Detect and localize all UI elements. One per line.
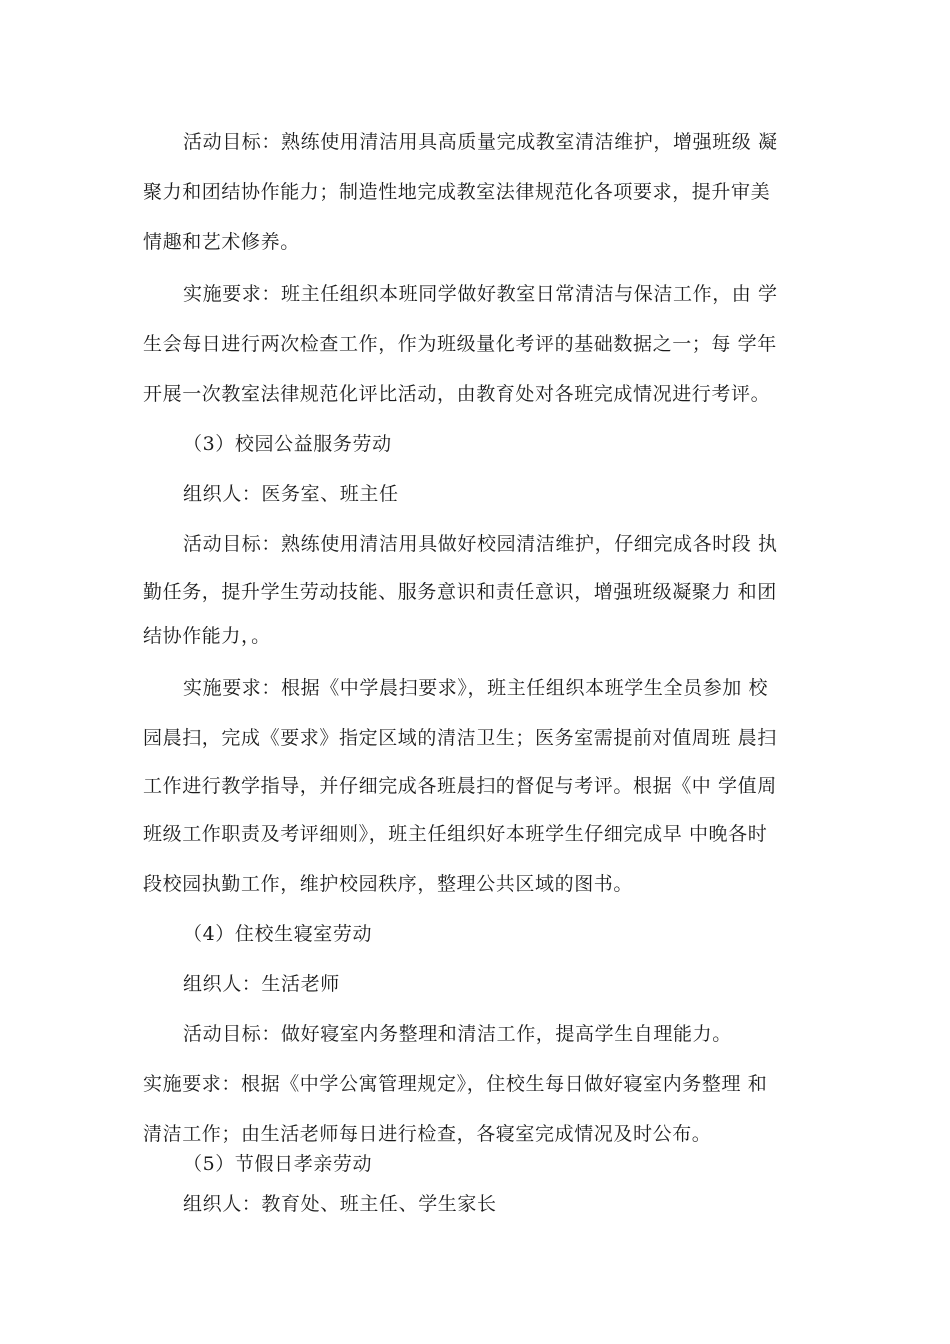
- paragraph-line: 组织人：医务室、班主任: [183, 483, 399, 505]
- paragraph-line: 实施要求：根据《中学晨扫要求》，班主任组织本班学生全员参加 校: [183, 677, 769, 699]
- paragraph-line: 段校园执勤工作，维护校园秩序，整理公共区域的图书。: [143, 873, 634, 895]
- paragraph-line: 清洁工作；由生活老师每日进行检查，各寝室完成情况及时公布。: [143, 1123, 712, 1145]
- paragraph-line: 结协作能力，。: [143, 625, 271, 647]
- paragraph-line: 组织人：生活老师: [183, 973, 340, 995]
- paragraph-line: 开展一次教室法律规范化评比活动，由教育处对各班完成情况进行考评。: [143, 383, 771, 405]
- paragraph-line: 生会每日进行两次检查工作，作为班级量化考评的基础数据之一；每 学年: [143, 333, 777, 355]
- section-heading: （5）节假日孝亲劳动: [183, 1153, 373, 1175]
- paragraph-line: 活动目标：熟练使用清洁用具高质量完成教室清洁维护，增强班级 凝: [183, 131, 778, 153]
- paragraph-line: 勤任务，提升学生劳动技能、服务意识和责任意识，增强班级凝聚力 和团: [143, 581, 777, 603]
- section-heading: （4）住校生寝室劳动: [183, 923, 373, 945]
- paragraph-line: 工作进行教学指导，并仔细完成各班晨扫的督促与考评。根据《中 学值周: [143, 775, 777, 797]
- paragraph-line: 情趣和艺术修养。: [143, 231, 300, 253]
- paragraph-line: 组织人：教育处、班主任、学生家长: [183, 1193, 497, 1215]
- paragraph-line: 园晨扫，完成《要求》指定区域的清洁卫生；医务室需提前对值周班 晨扫: [143, 727, 777, 749]
- paragraph-line: 实施要求：班主任组织本班同学做好教室日常清洁与保洁工作，由 学: [183, 283, 778, 305]
- paragraph-line: 聚力和团结协作能力；制造性地完成教室法律规范化各项要求，提升审美: [143, 181, 771, 203]
- paragraph-line: 活动目标：做好寝室内务整理和清洁工作，提高学生自理能力。: [183, 1023, 732, 1045]
- paragraph-line: 实施要求：根据《中学公寓管理规定》，住校生每日做好寝室内务整理 和: [143, 1073, 768, 1095]
- paragraph-line: 班级工作职责及考评细则》，班主任组织好本班学生仔细完成早 中晚各时: [143, 823, 768, 845]
- paragraph-line: 活动目标：熟练使用清洁用具做好校园清洁维护，仔细完成各时段 执: [183, 533, 778, 555]
- section-heading: （3）校园公益服务劳动: [183, 433, 392, 455]
